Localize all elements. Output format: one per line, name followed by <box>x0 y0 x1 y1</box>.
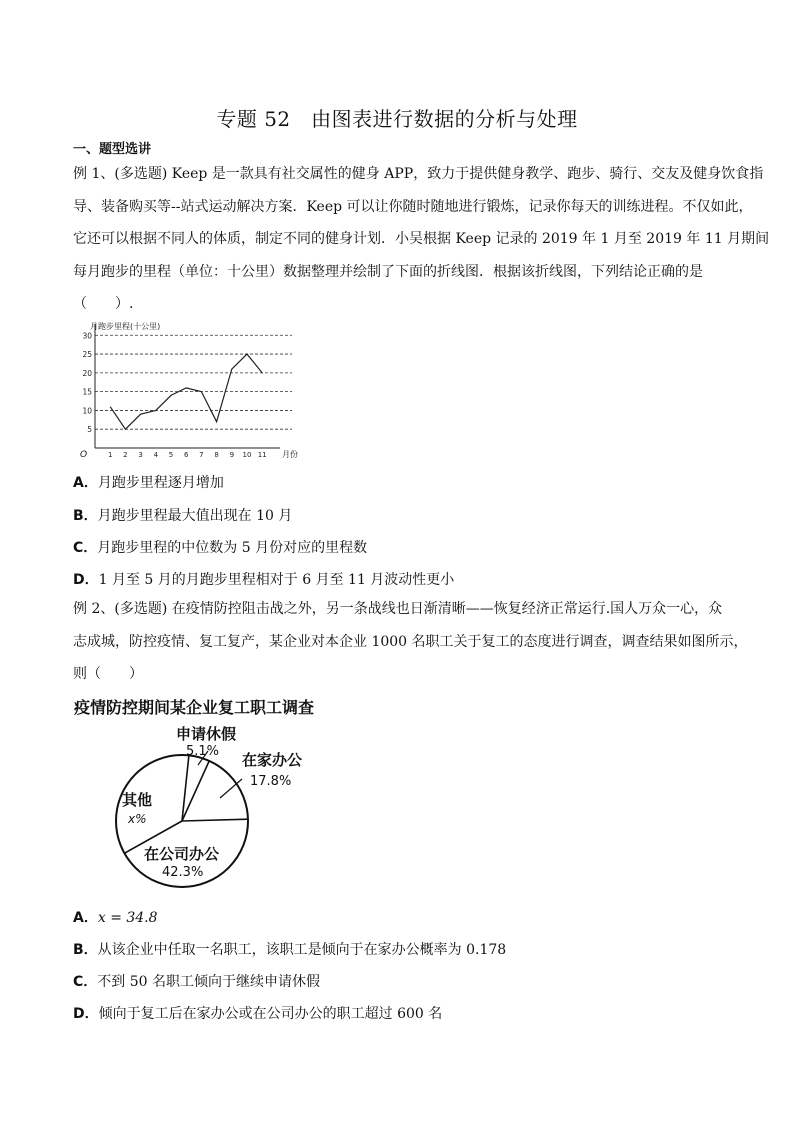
option-text: 不到 50 名职工倾向于继续申请休假 <box>97 974 320 990</box>
option-letter: B． <box>73 508 98 524</box>
option-text: x = 34.8 <box>97 910 158 926</box>
slice-label: 其他 <box>122 791 153 809</box>
example1-option-d <box>73 569 454 589</box>
running-line-chart <box>70 318 310 464</box>
example1-line: 例 1、(多选题) Keep 是一款具有社交属性的健身 APP，致力于提供健身教学、跑步、骑行、交友及健身饮食指 <box>73 166 764 182</box>
pie-title: 疫情防控期间某企业复工职工调查 <box>74 698 315 717</box>
y-tick-label: 25 <box>82 350 92 360</box>
option-letter: D． <box>73 1006 99 1022</box>
x-tick-label: 4 <box>153 451 159 459</box>
example2-option-c <box>73 971 320 991</box>
example2-option-d <box>73 1003 442 1023</box>
slice-boundary <box>182 755 189 821</box>
y-tick-label: 20 <box>82 368 92 378</box>
option-text: 从该企业中任取一名职工，该职工是倾向于在家办公概率为 0.178 <box>97 942 507 958</box>
option-letter: D． <box>73 572 99 588</box>
x-tick-labels <box>108 451 267 459</box>
slice-value: x% <box>128 812 147 826</box>
example2-line: 例 2、(多选题) 在疫情防控阻击战之外，另一条战线也日渐清晰——恢复经济正常运行.国人万众一心，众 <box>73 601 723 617</box>
y-axis-label: 月跑步里程(十公里) <box>90 322 161 331</box>
x-tick-label: 10 <box>242 451 252 459</box>
option-letter: C． <box>73 974 98 990</box>
option-letter: B． <box>73 942 98 958</box>
example1-option-c <box>73 537 367 557</box>
slice-label: 申请休假 <box>176 725 237 743</box>
y-tick-label: 15 <box>82 387 92 397</box>
option-letter: A． <box>73 475 98 491</box>
survey-pie-chart <box>70 693 345 888</box>
option-text: 倾向于复工后在家办公或在公司办公的职工超过 600 名 <box>98 1006 443 1022</box>
example1-option-b <box>73 505 292 525</box>
example1-line: 它还可以根据不同人的体质，制定不同的健身计划．小吴根据 Keep 记录的 2019 年 1 月至 2019 年 11 月期间 <box>73 231 770 247</box>
x-tick-label: 1 <box>107 451 113 459</box>
example2-option-b <box>73 939 506 959</box>
x-tick-label: 5 <box>168 451 174 459</box>
slice-value: 17.8% <box>250 774 292 789</box>
section-heading: 一、题型选讲 <box>73 142 152 157</box>
x-tick-label: 3 <box>138 451 143 459</box>
x-tick-label: 9 <box>229 451 235 459</box>
grid-lines <box>95 335 292 429</box>
example2-option-a <box>73 907 158 927</box>
slice-label: 在公司办公 <box>144 845 220 863</box>
example1-line: 导、装备购买等--站式运动解决方案．Keep 可以让你随时随地进行锻炼，记录你每天的训练进程。不仅如此， <box>73 198 753 215</box>
page-title: 专题 52 由图表进行数据的分析与处理 <box>216 107 578 131</box>
slice-boundary <box>182 761 209 821</box>
example1-line: （ ）. <box>73 296 134 312</box>
example2-line: 志成城，防控疫情、复工复产，某企业对本企业 1000 名职工关于复工的态度进行调查，调查结果如图所示， <box>73 633 748 650</box>
example1-option-a <box>73 472 224 492</box>
slice-label: 在家办公 <box>242 751 303 769</box>
example1-question <box>73 158 770 321</box>
y-tick-label: 30 <box>82 331 92 341</box>
option-text: 月跑步里程逐月增加 <box>97 475 224 491</box>
example2-question <box>73 593 748 691</box>
x-tick-label: 6 <box>183 451 189 459</box>
option-letter: A． <box>73 910 98 926</box>
y-tick-label: 10 <box>82 406 92 416</box>
option-text: 月跑步里程最大值出现在 10 月 <box>97 508 293 524</box>
x-tick-label: 7 <box>199 451 204 459</box>
slice-boundary <box>182 819 248 821</box>
option-text: 1 月至 5 月的月跑步里程相对于 6 月至 11 月波动性更小 <box>98 572 455 588</box>
x-tick-label: 2 <box>123 451 128 459</box>
x-axis-label: 月份 <box>282 450 298 459</box>
slice-value: 42.3% <box>162 865 204 880</box>
x-tick-label: 8 <box>214 451 219 459</box>
example2-line: 则（ ） <box>73 666 143 682</box>
y-tick-labels <box>82 331 92 434</box>
option-letter: C． <box>73 540 98 556</box>
x-tick-label: 11 <box>257 451 267 459</box>
origin-label: O <box>80 450 88 460</box>
option-text: 月跑步里程的中位数为 5 月份对应的里程数 <box>97 540 368 556</box>
y-tick-label: 5 <box>87 425 92 435</box>
slice-value: 5.1% <box>186 744 220 759</box>
example1-line: 每月跑步的里程（单位：十公里）数据整理并绘制了下面的折线图．根据该折线图，下列结论正确的是 <box>73 263 703 280</box>
